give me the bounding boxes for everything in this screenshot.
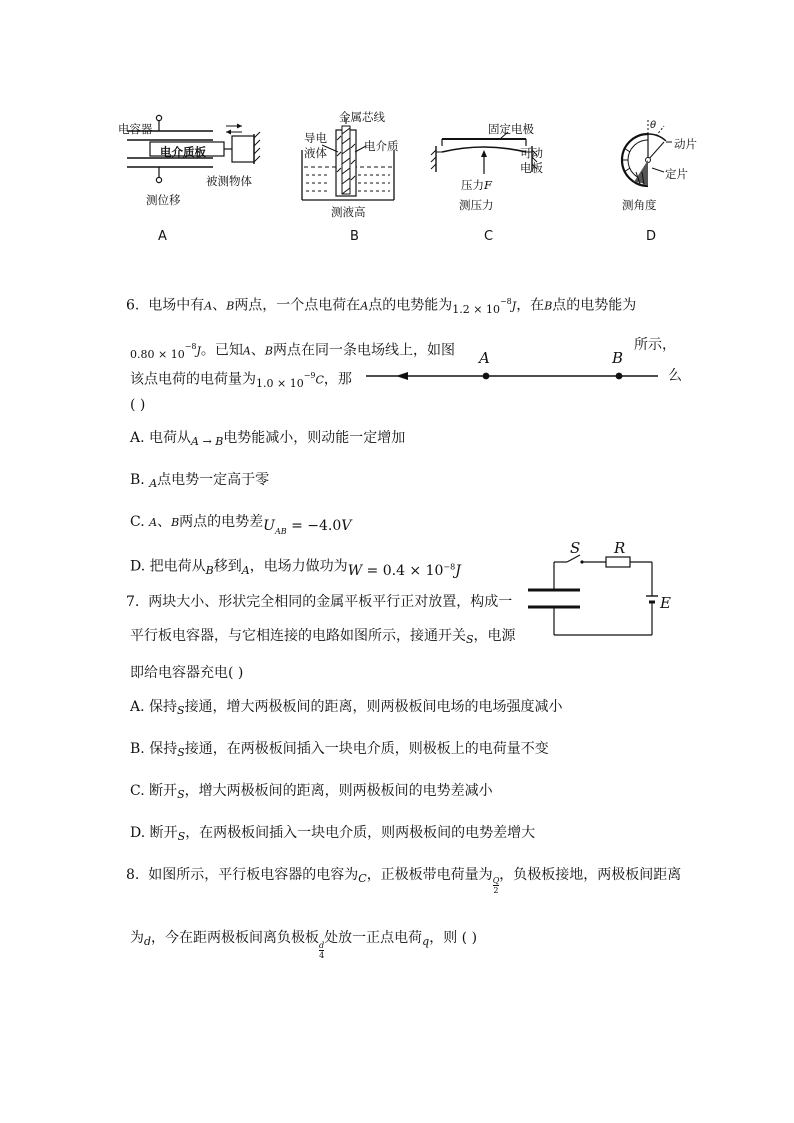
- q7-figure-label-s: S: [570, 539, 581, 557]
- q6-number: 6.: [126, 297, 140, 314]
- fig-d-caption: D: [646, 229, 657, 244]
- q8-fraction-q-over-2: $\frac{Q}{2}$: [492, 875, 500, 895]
- q7-figure-label-r: R: [614, 539, 626, 557]
- fig-c-label-fixed: 固定电极: [488, 122, 534, 136]
- q6-line-1: 6. 电场中有A、B两点，一个点电荷在A点的电势能为$_{1.2 \times 10}^{-8}$J，在B点的电势能为: [126, 297, 637, 316]
- q7-option-d[interactable]: D. 断开$_S$，在两极板间插入一块电介质，则两极板间的电势差增大: [130, 825, 536, 843]
- q7-line-2: 平行板电容器，与它相连接的电路如图所示，接通开关$_S$，电源: [130, 628, 516, 646]
- fig-b-label-liquid-1: 导电: [304, 131, 327, 145]
- fig-a-caption: A: [158, 229, 167, 244]
- q7-circuit-figure: [522, 540, 672, 640]
- q6-line-2: $_{0.80 \times 10}^{-8}$J。已知A、B两点在同一条电场线上，如图: [130, 342, 455, 361]
- fig-b-label-core: 金属芯线: [339, 110, 385, 124]
- q8-fraction-d-over-4: $\frac{d}{4}$: [319, 940, 325, 960]
- q6-option-b[interactable]: B. $_A$点电势一定高于零: [130, 472, 270, 490]
- fig-b-label-dielectric: 电介质: [364, 139, 399, 153]
- fig-d-label-moving: 动片: [674, 137, 697, 151]
- q7-figure-label-e: E: [660, 594, 671, 612]
- fig-b-label-liquid-2: 液体: [304, 146, 327, 160]
- fig-a-label-measure: 测位移: [146, 193, 181, 207]
- q7-line-3: 即给电容器充电( ): [130, 665, 244, 681]
- fig-c-label-measure: 测压力: [459, 198, 494, 212]
- fig-c-caption: C: [484, 229, 494, 244]
- fig-a-label-capacitor: 电容器: [118, 122, 153, 136]
- q7-option-a[interactable]: A. 保持$_S$接通，增大两极板间的距离，则两极板间电场的电场强度减小: [130, 699, 563, 717]
- fig-d-label-theta: θ: [650, 120, 657, 131]
- fig-b-caption: B: [350, 229, 359, 244]
- q6-line-2-end: 所示，: [634, 337, 676, 353]
- fig-c-label-movable-2: 电板: [520, 161, 543, 175]
- fig-c-label-movable-1: 可动: [520, 146, 543, 160]
- fig-a-label-dielectric: 电介质板: [160, 145, 206, 159]
- q6-figure-label-b: B: [612, 349, 624, 367]
- q6-option-a[interactable]: A. 电荷从$_A$ $_\to$ $_B$电势能减小，则动能一定增加: [130, 430, 406, 448]
- q8-line-2: 为$_d$，今在距两极板间离负极板$\frac{d}{4}$ 处放一正点电荷$_q$，则 ( ): [130, 930, 478, 960]
- q7-option-c[interactable]: C. 断开$_S$，增大两极板间的距离，则两极板间的电势差减小: [130, 783, 493, 801]
- q7-number: 7.: [126, 594, 140, 610]
- fig-c-label-pressure: 压力F: [461, 178, 492, 192]
- q6-answer-paren: ( ): [130, 397, 146, 413]
- fig-d-label-fixed: 定片: [665, 167, 688, 181]
- q8-line-1: 8. 如图所示，平行板电容器的电容为$_C$，正极板带电荷量为$\frac{Q}{2}$ ，负极板接地，两极板间距离: [126, 867, 682, 895]
- q7-line-1: 7. 两块大小、形状完全相同的金属平板平行正对放置，构成一: [126, 594, 513, 610]
- q6-figure-label-a: A: [479, 349, 490, 367]
- q6-option-c[interactable]: C. A、B两点的电势差$U_{AB} = -4.0V$: [130, 514, 352, 536]
- fig-a-label-object: 被测物体: [206, 174, 252, 188]
- fig-d-label-measure: 测角度: [622, 198, 657, 212]
- q7-option-b[interactable]: B. 保持$_S$接通，在两极板间插入一块电介质，则极板上的电荷量不变: [130, 741, 549, 759]
- q6-option-d[interactable]: D. 把电荷从$_B$移到$_A$，电场力做功为$W = 0.4 \times 10^{-8}J$: [130, 558, 461, 579]
- q6-line-3: 该点电荷的电荷量为$_{1.0 \times 10}^{-9}$C，那: [130, 371, 352, 390]
- q6-line-3-end: 么: [668, 368, 682, 384]
- q8-number: 8.: [126, 867, 140, 883]
- fig-b-label-measure: 测液高: [331, 205, 366, 219]
